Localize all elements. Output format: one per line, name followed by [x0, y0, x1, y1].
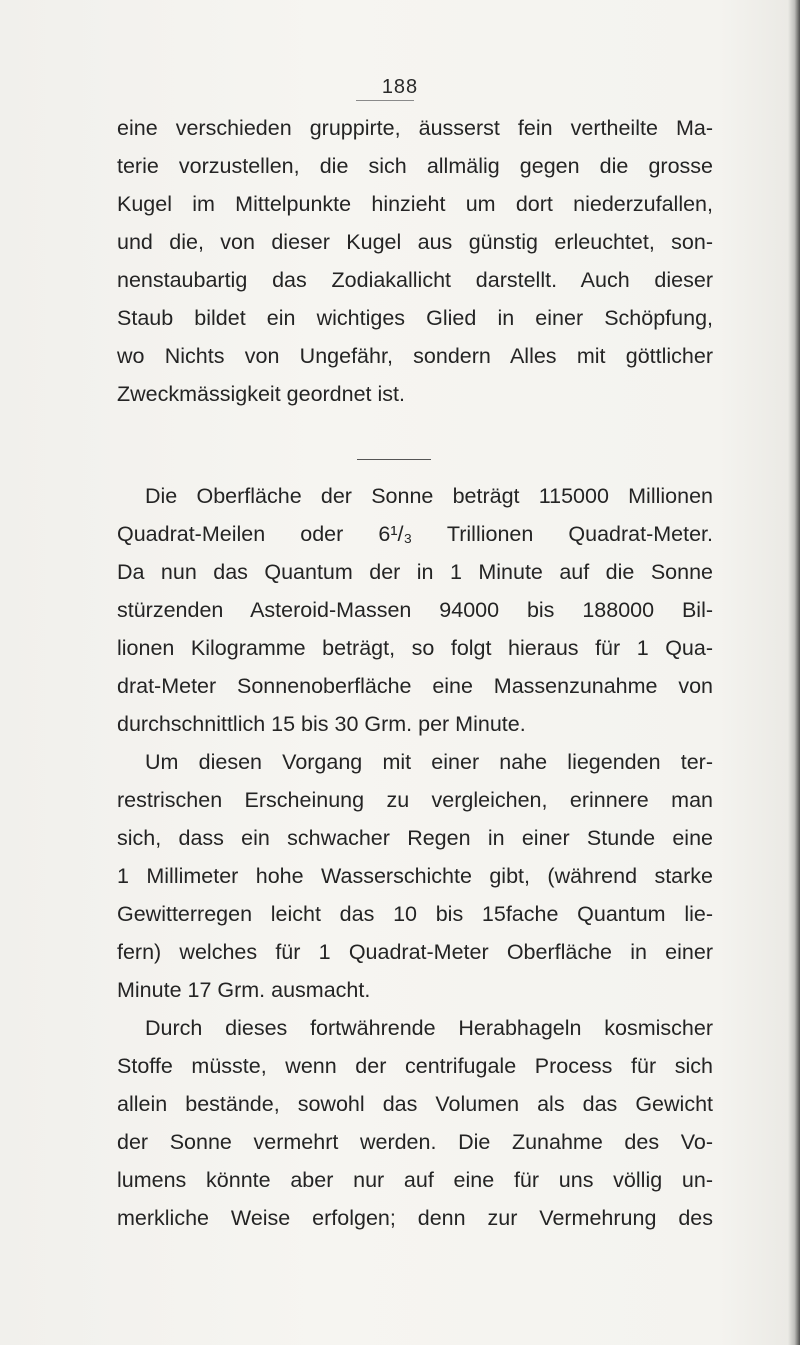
page-edge-shadow — [788, 0, 800, 1345]
text-line: 1 Millimeter hohe Wasserschichte gibt, (während starke — [117, 864, 713, 888]
page-number: 188 — [381, 76, 419, 98]
text-line: Die Oberfläche der Sonne beträgt 115000 Millionen — [145, 484, 713, 508]
text-line: Quadrat-Meilen oder 6¹/₃ Trillionen Quadrat-Meter. — [117, 522, 713, 546]
text-line: wo Nichts von Ungefähr, sondern Alles mit göttlicher — [117, 344, 713, 368]
paragraph-1 — [117, 109, 713, 413]
text-line: Da nun das Quantum der in 1 Minute auf die Sonne — [117, 560, 713, 584]
text-line: Kugel im Mittelpunkte hinzieht um dort niederzufallen, — [117, 192, 713, 216]
text-line: Gewitterregen leicht das 10 bis 15fache Quantum lie- — [117, 902, 713, 926]
section-2 — [117, 477, 713, 1237]
text-line: Minute 17 Grm. ausmacht. — [117, 978, 371, 1002]
text-line: lumens könnte aber nur auf eine für uns völlig un- — [117, 1168, 713, 1192]
text-line: lionen Kilogramme beträgt, so folgt hieraus für 1 Qua- — [117, 636, 713, 660]
text-line: Durch dieses fortwährende Herabhageln kosmischer — [145, 1016, 713, 1040]
text-line: drat-Meter Sonnenoberfläche eine Massenzunahme von — [117, 674, 713, 698]
text-line: merkliche Weise erfolgen; denn zur Vermehrung des — [117, 1206, 713, 1230]
text-line: nenstaubartig das Zodiakallicht darstellt. Auch dieser — [117, 268, 713, 292]
text-line: der Sonne vermehrt werden. Die Zunahme des Vo- — [117, 1130, 713, 1154]
text-line: eine verschieden gruppirte, äusserst fein vertheilte Ma- — [117, 116, 713, 140]
text-line: durchschnittlich 15 bis 30 Grm. per Minute. — [117, 712, 526, 736]
text-line: sich, dass ein schwacher Regen in einer Stunde eine — [117, 826, 713, 850]
text-line: restrischen Erscheinung zu vergleichen, erinnere man — [117, 788, 713, 812]
text-line: Staub bildet ein wichtiges Glied in einer Schöpfung, — [117, 306, 713, 330]
text-line: Um diesen Vorgang mit einer nahe liegenden ter- — [145, 750, 713, 774]
text-line: fern) welches für 1 Quadrat-Meter Oberfläche in einer — [117, 940, 713, 964]
text-line: Zweckmässigkeit geordnet ist. — [117, 382, 405, 406]
text-line: und die, von dieser Kugel aus günstig erleuchtet, son- — [117, 230, 713, 254]
section-divider — [357, 459, 431, 460]
text-line: Stoffe müsste, wenn der centrifugale Process für sich — [117, 1054, 713, 1078]
header-rule — [356, 100, 414, 101]
text-line: allein bestände, sowohl das Volumen als das Gewicht — [117, 1092, 713, 1116]
text-line: terie vorzustellen, die sich allmälig gegen die grosse — [117, 154, 713, 178]
text-line: stürzenden Asteroid-Massen 94000 bis 188000 Bil- — [117, 598, 713, 622]
